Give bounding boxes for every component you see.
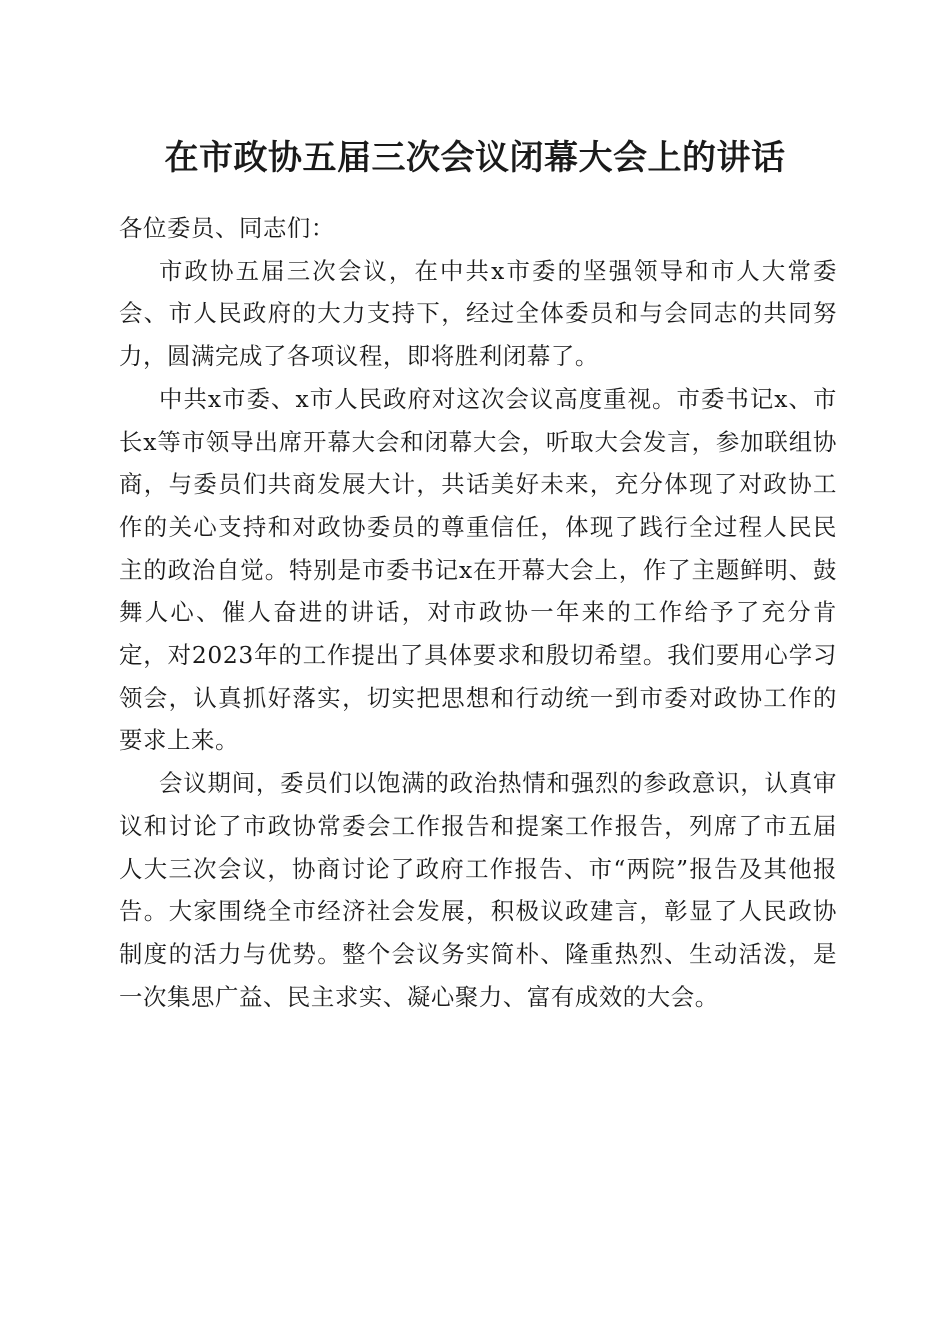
document-title: 在市政协五届三次会议闭幕大会上的讲话 xyxy=(164,138,786,178)
paragraph-leadership: 中共x市委、x市人民政府对这次会议高度重视。市委书记x、市长x等市领导出席开幕大会和闭幕大会，听取大会发言，参加联组协商，与委员们共商发展大计，共话美好未来，充分体现了对政协工作的关心支持和对政协委员的尊重信任，体现了践行全过程人民民主的政治自觉。特别是市委书记x在开幕大会上，作了主题鲜明、鼓舞人心、催人奋进的讲话，对市政协一年来的工作给予了充分肯定，对2023年的工作提出了具体要求和殷切希望。我们要用心学习领会，认真抓好落实，切实把思想和行动统一到市委对政协工作的要求上来。 xyxy=(119,384,837,755)
salutation: 各位委员、同志们： xyxy=(119,214,335,242)
document-body xyxy=(119,207,837,1018)
paragraph-meeting-period: 会议期间，委员们以饱满的政治热情和强烈的参政意识，认真审议和讨论了市政协常委会工作报告和提案工作报告，列席了市五届人大三次会议，协商讨论了政府工作报告、市“两院”报告及其他报告。大家围绕全市经济社会发展，积极议政建言，彰显了人民政协制度的活力与优势。整个会议务实简朴、隆重热烈、生动活泼，是一次集思广益、民主求实、凝心聚力、富有成效的大会。 xyxy=(119,769,837,1011)
paragraph-opening: 市政协五届三次会议，在中共x市委的坚强领导和市人大常委会、市人民政府的大力支持下，经过全体委员和与会同志的共同努力，圆满完成了各项议程，即将胜利闭幕了。 xyxy=(119,256,837,371)
